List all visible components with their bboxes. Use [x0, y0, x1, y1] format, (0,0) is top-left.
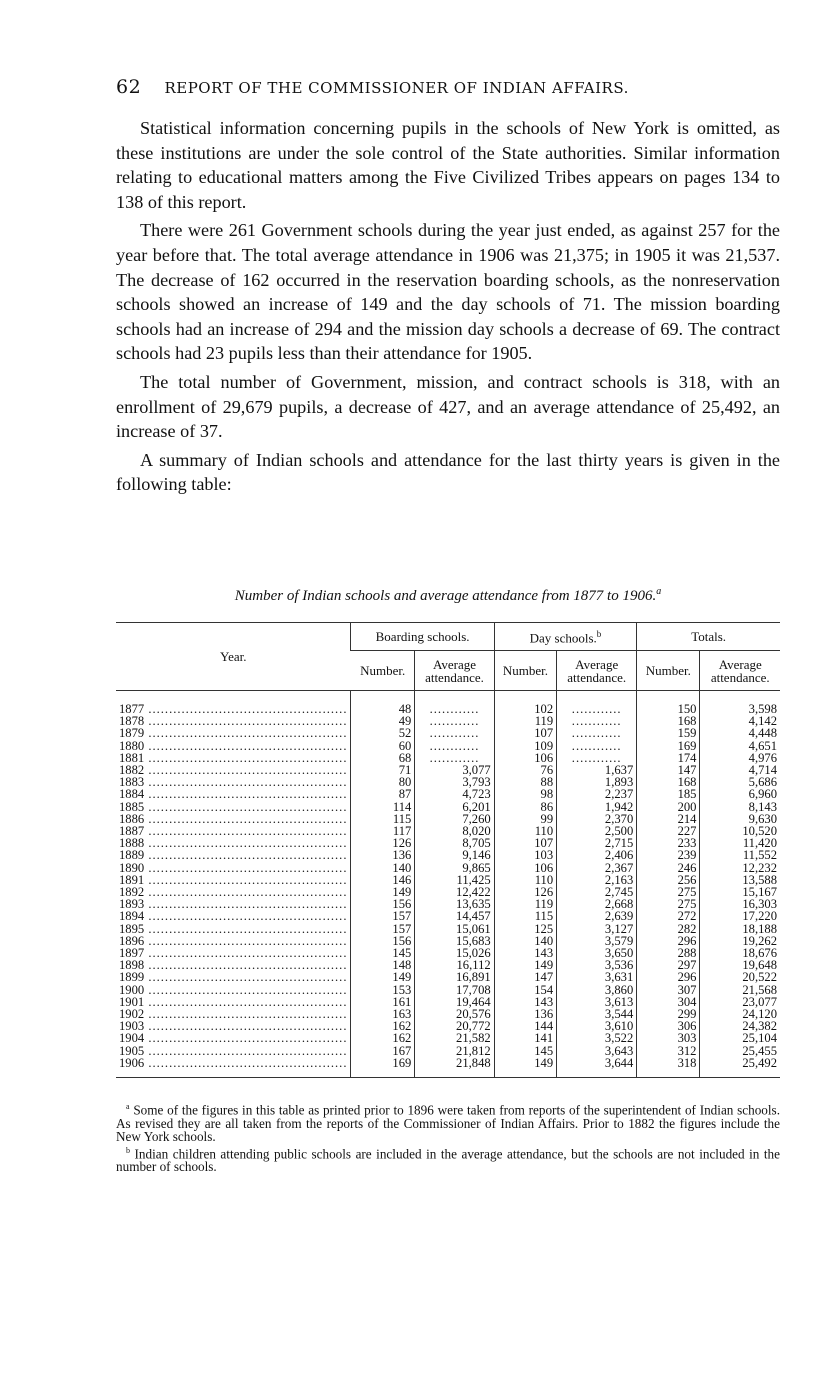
- table-row: [116, 727, 780, 739]
- year-cell: 1890 .....: [116, 862, 351, 874]
- running-header: [116, 76, 780, 98]
- boarding-average-cell: 8,020: [415, 825, 494, 837]
- day-number-cell: 125: [494, 923, 556, 935]
- table-row: [116, 1032, 780, 1044]
- header-day: Day schools.$^b$: [494, 623, 637, 651]
- year-cell: 1886 .....: [116, 813, 351, 825]
- boarding-average-cell: ............: [415, 727, 494, 739]
- total-average-cell: 20,522: [700, 971, 780, 983]
- boarding-number-cell: 71: [351, 764, 415, 776]
- year-cell: 1895 .....: [116, 923, 351, 935]
- boarding-number-cell: 148: [351, 959, 415, 971]
- total-number-cell: 312: [637, 1045, 700, 1057]
- total-average-cell: 4,976: [700, 752, 780, 764]
- total-number-cell: 304: [637, 996, 700, 1008]
- day-number-cell: 143: [494, 947, 556, 959]
- year-cell: 1902 .....: [116, 1008, 351, 1020]
- boarding-average-cell: 14,457: [415, 910, 494, 922]
- day-average-cell: ............: [557, 740, 637, 752]
- body-text: [116, 116, 780, 501]
- total-number-cell: 239: [637, 849, 700, 861]
- total-average-cell: 24,382: [700, 1020, 780, 1032]
- boarding-average-cell: 11,425: [415, 874, 494, 886]
- day-average-cell: 3,579: [557, 935, 637, 947]
- day-average-cell: ............: [557, 727, 637, 739]
- total-average-cell: 4,448: [700, 727, 780, 739]
- boarding-number-cell: 156: [351, 935, 415, 947]
- day-number-cell: 143: [494, 996, 556, 1008]
- year-cell: 1903 .....: [116, 1020, 351, 1032]
- boarding-number-cell: 140: [351, 862, 415, 874]
- total-number-cell: 147: [637, 764, 700, 776]
- total-number-cell: 246: [637, 862, 700, 874]
- table-row: [116, 862, 780, 874]
- table-caption: [116, 586, 780, 605]
- day-number-cell: 149: [494, 1057, 556, 1078]
- total-number-cell: 233: [637, 837, 700, 849]
- day-number-cell: 107: [494, 837, 556, 849]
- year-cell: 1899 .....: [116, 971, 351, 983]
- boarding-average-cell: 12,422: [415, 886, 494, 898]
- footnote-b: $^b$ Indian children attending public schools are included in the average attendance, but the schools are not included in the number of schools.: [116, 1145, 780, 1175]
- header-number: Number.: [494, 651, 556, 691]
- paragraph: The total number of Government, mission, and contract schools is 318, with an enrollment of 29,679 pupils, a decrease of 427, and an average attendance of 25,492, an increase of 37.: [116, 371, 780, 442]
- year-cell: 1896 .....: [116, 935, 351, 947]
- table-row: [116, 788, 780, 800]
- total-number-cell: 288: [637, 947, 700, 959]
- day-number-cell: 141: [494, 1032, 556, 1044]
- total-number-cell: 306: [637, 1020, 700, 1032]
- day-average-cell: 3,650: [557, 947, 637, 959]
- total-average-cell: 10,520: [700, 825, 780, 837]
- total-number-cell: 185: [637, 788, 700, 800]
- year-cell: 1888 .....: [116, 837, 351, 849]
- paragraph: Statistical information concerning pupils in the schools of New York is omitted, as these institutions are under the sole control of the State authorities. Similar information relating to educational matters among the Five Civilized Tribes appears on pages 134 to 138 of this report.: [116, 118, 780, 212]
- total-number-cell: 150: [637, 691, 700, 716]
- boarding-number-cell: 145: [351, 947, 415, 959]
- total-average-cell: 23,077: [700, 996, 780, 1008]
- total-average-cell: 6,960: [700, 788, 780, 800]
- paragraph: There were 261 Government schools during the year just ended, as against 257 for the year before that. The total average attendance in 1906 was 21,375; in 1905 it was 21,537. The decrease of 162 occurred in the reservation boarding schools, as the nonreservation schools showed an increase of 149 and the day schools of 71. The mission boarding schools had an increase of 294 and the mission day schools a decrease of 69. The contract schools had 23 pupils less than their attendance for 1905.: [116, 220, 780, 364]
- year-cell: 1897 .....: [116, 947, 351, 959]
- day-average-cell: 1,893: [557, 776, 637, 788]
- year-cell: 1884 .....: [116, 788, 351, 800]
- year-cell: 1892 .....: [116, 886, 351, 898]
- boarding-number-cell: 126: [351, 837, 415, 849]
- day-number-cell: 88: [494, 776, 556, 788]
- total-average-cell: 12,232: [700, 862, 780, 874]
- total-average-cell: 25,492: [700, 1057, 780, 1078]
- total-average-cell: 18,676: [700, 947, 780, 959]
- total-average-cell: 16,303: [700, 898, 780, 910]
- boarding-number-cell: 115: [351, 813, 415, 825]
- total-number-cell: 214: [637, 813, 700, 825]
- day-average-cell: 2,639: [557, 910, 637, 922]
- day-number-cell: 98: [494, 788, 556, 800]
- boarding-average-cell: ............: [415, 715, 494, 727]
- caption-text: Number of Indian schools and average attendance from 1877 to 1906.: [234, 588, 657, 604]
- total-number-cell: 296: [637, 935, 700, 947]
- boarding-number-cell: 136: [351, 849, 415, 861]
- year-cell: 1893 .....: [116, 898, 351, 910]
- table-row: [116, 910, 780, 922]
- boarding-number-cell: 157: [351, 910, 415, 922]
- day-number-cell: 115: [494, 910, 556, 922]
- boarding-number-cell: 48: [351, 691, 415, 716]
- boarding-average-cell: 20,772: [415, 1020, 494, 1032]
- boarding-average-cell: 7,260: [415, 813, 494, 825]
- total-average-cell: 19,262: [700, 935, 780, 947]
- day-number-cell: 126: [494, 886, 556, 898]
- total-average-cell: 3,598: [700, 691, 780, 716]
- day-number-cell: 136: [494, 1008, 556, 1020]
- boarding-number-cell: 68: [351, 752, 415, 764]
- total-number-cell: 297: [637, 959, 700, 971]
- boarding-number-cell: 163: [351, 1008, 415, 1020]
- header-title: REPORT OF THE COMMISSIONER OF INDIAN AFFAIRS.: [164, 79, 629, 97]
- day-average-cell: 3,644: [557, 1057, 637, 1078]
- year-cell: 1877 .....: [116, 691, 351, 716]
- boarding-average-cell: 3,077: [415, 764, 494, 776]
- day-average-cell: 2,745: [557, 886, 637, 898]
- day-number-cell: 110: [494, 874, 556, 886]
- total-average-cell: 11,420: [700, 837, 780, 849]
- day-average-cell: 3,613: [557, 996, 637, 1008]
- day-number-cell: 106: [494, 862, 556, 874]
- day-average-cell: 2,237: [557, 788, 637, 800]
- year-cell: 1885 .....: [116, 801, 351, 813]
- boarding-number-cell: 149: [351, 971, 415, 983]
- day-average-cell: 2,715: [557, 837, 637, 849]
- year-cell: 1905 .....: [116, 1045, 351, 1057]
- boarding-average-cell: 21,812: [415, 1045, 494, 1057]
- day-number-cell: 144: [494, 1020, 556, 1032]
- boarding-average-cell: ............: [415, 691, 494, 716]
- day-number-cell: 119: [494, 715, 556, 727]
- boarding-number-cell: 153: [351, 984, 415, 996]
- day-average-cell: 2,367: [557, 862, 637, 874]
- year-cell: 1889 .....: [116, 849, 351, 861]
- total-number-cell: 307: [637, 984, 700, 996]
- total-number-cell: 200: [637, 801, 700, 813]
- day-number-cell: 99: [494, 813, 556, 825]
- paragraph: A summary of Indian schools and attendance for the last thirty years is given in the following table:: [116, 449, 780, 495]
- total-number-cell: 303: [637, 1032, 700, 1044]
- page-number: 62: [116, 76, 142, 98]
- total-number-cell: 299: [637, 1008, 700, 1020]
- total-average-cell: 24,120: [700, 1008, 780, 1020]
- schools-table: [116, 622, 780, 1078]
- total-number-cell: 169: [637, 740, 700, 752]
- total-number-cell: 168: [637, 776, 700, 788]
- total-average-cell: 4,142: [700, 715, 780, 727]
- year-cell: 1900 .....: [116, 984, 351, 996]
- day-number-cell: 76: [494, 764, 556, 776]
- day-average-cell: 2,406: [557, 849, 637, 861]
- boarding-average-cell: 20,576: [415, 1008, 494, 1020]
- boarding-average-cell: 16,891: [415, 971, 494, 983]
- total-number-cell: 174: [637, 752, 700, 764]
- boarding-number-cell: 114: [351, 801, 415, 813]
- boarding-average-cell: 8,705: [415, 837, 494, 849]
- table-row: [116, 801, 780, 813]
- boarding-average-cell: 4,723: [415, 788, 494, 800]
- boarding-average-cell: 15,026: [415, 947, 494, 959]
- year-cell: 1879 .....: [116, 727, 351, 739]
- table-row: [116, 691, 780, 716]
- day-number-cell: 110: [494, 825, 556, 837]
- boarding-average-cell: 3,793: [415, 776, 494, 788]
- day-number-cell: 140: [494, 935, 556, 947]
- boarding-number-cell: 169: [351, 1057, 415, 1078]
- total-average-cell: 13,588: [700, 874, 780, 886]
- total-average-cell: 21,568: [700, 984, 780, 996]
- total-number-cell: 168: [637, 715, 700, 727]
- day-average-cell: 3,631: [557, 971, 637, 983]
- boarding-average-cell: 21,848: [415, 1057, 494, 1078]
- day-average-cell: 2,163: [557, 874, 637, 886]
- total-number-cell: 272: [637, 910, 700, 922]
- boarding-average-cell: 9,146: [415, 849, 494, 861]
- header-boarding: Boarding schools.: [351, 623, 494, 651]
- header-totals: Totals.: [637, 623, 780, 651]
- day-number-cell: 149: [494, 959, 556, 971]
- year-cell: 1878 .....: [116, 715, 351, 727]
- year-cell: 1880 .....: [116, 740, 351, 752]
- header-year: Year.: [116, 623, 351, 691]
- year-cell: 1898 .....: [116, 959, 351, 971]
- day-number-cell: 154: [494, 984, 556, 996]
- day-average-cell: 3,860: [557, 984, 637, 996]
- day-average-cell: 1,942: [557, 801, 637, 813]
- boarding-number-cell: 162: [351, 1032, 415, 1044]
- boarding-average-cell: 15,683: [415, 935, 494, 947]
- day-average-cell: ............: [557, 691, 637, 716]
- day-average-cell: 2,370: [557, 813, 637, 825]
- total-number-cell: 282: [637, 923, 700, 935]
- boarding-number-cell: 146: [351, 874, 415, 886]
- total-average-cell: 25,455: [700, 1045, 780, 1057]
- total-average-cell: 18,188: [700, 923, 780, 935]
- boarding-number-cell: 80: [351, 776, 415, 788]
- boarding-number-cell: 149: [351, 886, 415, 898]
- total-average-cell: 4,651: [700, 740, 780, 752]
- boarding-number-cell: 167: [351, 1045, 415, 1057]
- total-number-cell: 275: [637, 898, 700, 910]
- header-number: Number.: [351, 651, 415, 691]
- header-average: Average attendance.: [557, 651, 637, 691]
- total-average-cell: 5,686: [700, 776, 780, 788]
- header-average: Average attendance.: [700, 651, 780, 691]
- year-cell: 1906 .....: [116, 1057, 351, 1078]
- year-cell: 1894 .....: [116, 910, 351, 922]
- total-number-cell: 296: [637, 971, 700, 983]
- footnotes: [116, 1100, 780, 1174]
- header-number: Number.: [637, 651, 700, 691]
- table-row: [116, 849, 780, 861]
- day-average-cell: 3,127: [557, 923, 637, 935]
- footnote-a: $^a$ Some of the figures in this table as printed prior to 1896 were taken from reports of the superintendent of Indian schools. As revised they are all taken from the reports of the Commissioner of Indian Affairs. Prior to 1882 the figures include the New York schools.: [116, 1102, 780, 1145]
- day-number-cell: 106: [494, 752, 556, 764]
- boarding-average-cell: 15,061: [415, 923, 494, 935]
- boarding-average-cell: 13,635: [415, 898, 494, 910]
- day-number-cell: 86: [494, 801, 556, 813]
- day-average-cell: 3,544: [557, 1008, 637, 1020]
- total-average-cell: 8,143: [700, 801, 780, 813]
- boarding-number-cell: 60: [351, 740, 415, 752]
- year-cell: 1883 .....: [116, 776, 351, 788]
- table-row: [116, 971, 780, 983]
- table-row: [116, 1057, 780, 1078]
- day-number-cell: 145: [494, 1045, 556, 1057]
- day-average-cell: 3,522: [557, 1032, 637, 1044]
- day-number-cell: 103: [494, 849, 556, 861]
- boarding-average-cell: 21,582: [415, 1032, 494, 1044]
- boarding-number-cell: 157: [351, 923, 415, 935]
- header-average: Average attendance.: [415, 651, 494, 691]
- day-number-cell: 102: [494, 691, 556, 716]
- boarding-average-cell: 19,464: [415, 996, 494, 1008]
- total-average-cell: 17,220: [700, 910, 780, 922]
- day-number-cell: 107: [494, 727, 556, 739]
- day-average-cell: 3,643: [557, 1045, 637, 1057]
- total-average-cell: 19,648: [700, 959, 780, 971]
- year-cell: 1891 .....: [116, 874, 351, 886]
- total-average-cell: 25,104: [700, 1032, 780, 1044]
- total-number-cell: 275: [637, 886, 700, 898]
- day-average-cell: ............: [557, 752, 637, 764]
- boarding-average-cell: 9,865: [415, 862, 494, 874]
- year-cell: 1882 .....: [116, 764, 351, 776]
- total-number-cell: 318: [637, 1057, 700, 1078]
- total-number-cell: 159: [637, 727, 700, 739]
- year-cell: 1901 .....: [116, 996, 351, 1008]
- total-average-cell: 11,552: [700, 849, 780, 861]
- boarding-average-cell: 16,112: [415, 959, 494, 971]
- day-average-cell: 3,610: [557, 1020, 637, 1032]
- boarding-number-cell: 117: [351, 825, 415, 837]
- boarding-number-cell: 161: [351, 996, 415, 1008]
- day-average-cell: 2,668: [557, 898, 637, 910]
- table-row: [116, 740, 780, 752]
- day-average-cell: ............: [557, 715, 637, 727]
- total-average-cell: 15,167: [700, 886, 780, 898]
- year-cell: 1887 .....: [116, 825, 351, 837]
- boarding-average-cell: 17,708: [415, 984, 494, 996]
- total-average-cell: 9,630: [700, 813, 780, 825]
- day-number-cell: 147: [494, 971, 556, 983]
- footnote-ref: a: [656, 586, 662, 597]
- total-number-cell: 256: [637, 874, 700, 886]
- year-cell: 1881 .....: [116, 752, 351, 764]
- boarding-number-cell: 52: [351, 727, 415, 739]
- boarding-number-cell: 87: [351, 788, 415, 800]
- day-number-cell: 119: [494, 898, 556, 910]
- boarding-number-cell: 162: [351, 1020, 415, 1032]
- boarding-number-cell: 49: [351, 715, 415, 727]
- boarding-average-cell: ............: [415, 740, 494, 752]
- boarding-number-cell: 156: [351, 898, 415, 910]
- total-average-cell: 4,714: [700, 764, 780, 776]
- day-average-cell: 1,637: [557, 764, 637, 776]
- day-average-cell: 2,500: [557, 825, 637, 837]
- boarding-average-cell: 6,201: [415, 801, 494, 813]
- day-average-cell: 3,536: [557, 959, 637, 971]
- year-cell: 1904 .....: [116, 1032, 351, 1044]
- boarding-average-cell: ............: [415, 752, 494, 764]
- total-number-cell: 227: [637, 825, 700, 837]
- day-number-cell: 109: [494, 740, 556, 752]
